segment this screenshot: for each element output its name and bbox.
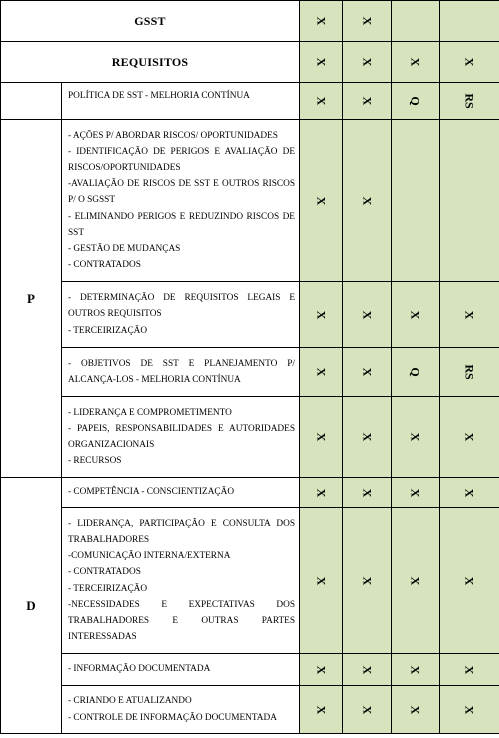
mark: X bbox=[462, 488, 477, 497]
mark: X bbox=[462, 432, 477, 442]
mark: X bbox=[313, 96, 328, 106]
mark-cell bbox=[343, 1, 392, 42]
requirement-cell bbox=[62, 686, 300, 734]
requirement-line: - CRIANDO E ATUALIZANDO bbox=[68, 696, 192, 707]
requirement-line: - RECURSOS bbox=[68, 456, 122, 467]
table-row bbox=[1, 686, 499, 734]
mark-cell bbox=[343, 83, 392, 120]
table-row bbox=[1, 508, 499, 654]
mark-cell bbox=[300, 654, 343, 686]
mark: X bbox=[408, 57, 423, 67]
mark-cell bbox=[440, 397, 499, 478]
requirement-line: - CONTRATADOS bbox=[68, 567, 141, 578]
mark: X bbox=[313, 367, 328, 377]
mark: X bbox=[462, 310, 477, 319]
mark-cell bbox=[440, 654, 499, 686]
mark-cell bbox=[300, 686, 343, 734]
mark-cell bbox=[300, 42, 343, 83]
mark-cell bbox=[440, 83, 499, 120]
table-row bbox=[1, 83, 499, 120]
mark: X bbox=[313, 705, 328, 714]
mark-cell bbox=[343, 397, 392, 478]
mark: X bbox=[408, 310, 423, 319]
mark-cell bbox=[343, 348, 392, 397]
mark: X bbox=[359, 705, 374, 714]
mark-cell bbox=[343, 508, 392, 654]
mark: X bbox=[359, 367, 374, 377]
mark: X bbox=[313, 16, 328, 26]
requirement-line: - CONTROLE DE INFORMAÇÃO DOCUMENTADA bbox=[68, 712, 277, 723]
mark: X bbox=[359, 576, 374, 585]
header-row-requisitos bbox=[1, 42, 499, 83]
mark: X bbox=[462, 576, 477, 585]
blank-cell bbox=[1, 83, 62, 120]
mark-cell bbox=[440, 686, 499, 734]
mark: X bbox=[359, 196, 374, 205]
mark: X bbox=[359, 665, 374, 674]
requirement-line: - CONTRATADOS bbox=[68, 260, 141, 271]
mark-cell bbox=[392, 1, 440, 42]
mark: X bbox=[408, 432, 423, 442]
mark: X bbox=[462, 705, 477, 714]
requirement-line: - COMPETÊNCIA - CONSCIENTIZAÇÃO bbox=[68, 487, 235, 498]
requirement-line: POLÍTICA DE SST - MELHORIA CONTÍNUA bbox=[68, 91, 250, 101]
table-row bbox=[1, 397, 499, 478]
requirement-cell bbox=[62, 282, 300, 348]
mark-cell bbox=[343, 42, 392, 83]
requirement-cell bbox=[62, 348, 300, 397]
mark: X bbox=[462, 57, 477, 67]
mark-cell bbox=[440, 348, 499, 397]
requirement-line: - TERCEIRIZAÇÃO bbox=[68, 325, 148, 336]
table-row bbox=[1, 120, 499, 282]
mark-cell bbox=[392, 654, 440, 686]
mark-cell bbox=[392, 42, 440, 83]
mark: X bbox=[313, 196, 328, 205]
mark: X bbox=[408, 705, 423, 714]
gsst-title: GSST bbox=[1, 1, 300, 42]
requirement-line: -AVALIAÇÃO DE RISCOS DE SST E OUTROS RISCOS P/ O SGSST bbox=[68, 179, 295, 206]
mark: X bbox=[408, 665, 423, 674]
mark: X bbox=[462, 665, 477, 674]
requirement-line: - LIDERANÇA, PARTICIPAÇÃO E CONSULTA DOS TRABALHADORES bbox=[68, 518, 295, 545]
mark: X bbox=[313, 310, 328, 319]
requirement-line: - PAPEIS, RESPONSABILIDADES E AUTORIDADES ORGANIZACIONAIS bbox=[68, 423, 295, 450]
mark: X bbox=[313, 488, 328, 497]
mark: Q bbox=[408, 367, 423, 377]
mark-cell bbox=[392, 282, 440, 348]
mark-cell bbox=[392, 478, 440, 508]
table-row bbox=[1, 654, 499, 686]
mark: X bbox=[408, 488, 423, 497]
mark: X bbox=[359, 432, 374, 442]
header-row-gsst bbox=[1, 1, 499, 42]
requirement-line: - AÇÕES P/ ABORDAR RISCOS/ OPORTUNIDADES bbox=[68, 130, 278, 141]
table-row bbox=[1, 478, 499, 508]
mark: X bbox=[359, 310, 374, 319]
mark-cell bbox=[440, 508, 499, 654]
mark-cell bbox=[343, 478, 392, 508]
mark-cell bbox=[392, 83, 440, 120]
mark-cell bbox=[392, 508, 440, 654]
mark-cell bbox=[343, 654, 392, 686]
mark-cell bbox=[300, 1, 343, 42]
table-row bbox=[1, 348, 499, 397]
mark: Q bbox=[408, 96, 423, 106]
mark-cell bbox=[300, 508, 343, 654]
requirement-line: - ELIMINANDO PERIGOS E REDUZINDO RISCOS DE SST bbox=[68, 211, 295, 238]
requirement-cell bbox=[62, 83, 300, 120]
requirement-line: -COMUNICAÇÃO INTERNA/EXTERNA bbox=[68, 551, 231, 562]
mark: X bbox=[359, 96, 374, 106]
mark-cell bbox=[300, 83, 343, 120]
mark: X bbox=[359, 488, 374, 497]
requirement-cell bbox=[62, 654, 300, 686]
mark-cell bbox=[392, 120, 440, 282]
mark-cell bbox=[343, 120, 392, 282]
requirement-line: - DETERMINAÇÃO DE REQUISITOS LEGAIS E OUTROS REQUISITOS bbox=[68, 293, 295, 320]
requirement-cell bbox=[62, 478, 300, 508]
mark-cell bbox=[300, 478, 343, 508]
requirement-line: - INFORMAÇÃO DOCUMENTADA bbox=[68, 664, 211, 675]
mark: RS bbox=[462, 93, 477, 109]
mark-cell bbox=[300, 348, 343, 397]
table-row bbox=[1, 282, 499, 348]
mark-cell bbox=[440, 282, 499, 348]
requirement-cell bbox=[62, 397, 300, 478]
phase-do-label: D bbox=[1, 478, 62, 734]
mark-cell bbox=[343, 686, 392, 734]
requirement-line: -NECESSIDADES E EXPECTATIVAS DOS TRABALHADORES E OUTRAS PARTES INTERESSADAS bbox=[68, 599, 295, 643]
mark: X bbox=[313, 57, 328, 67]
phase-plan-label: P bbox=[1, 120, 62, 478]
requisitos-title: REQUISITOS bbox=[1, 42, 300, 83]
mark: RS bbox=[462, 364, 477, 380]
mark-cell bbox=[343, 282, 392, 348]
mark-cell bbox=[440, 42, 499, 83]
mark-cell bbox=[440, 478, 499, 508]
mark-cell bbox=[440, 120, 499, 282]
mark-cell bbox=[300, 120, 343, 282]
requirement-line: - IDENTIFICAÇÃO DE PERIGOS E AVALIAÇÃO DE RISCOS/OPORTUNIDADES bbox=[68, 146, 295, 173]
mark: X bbox=[359, 57, 374, 67]
mark-cell bbox=[392, 397, 440, 478]
mark-cell bbox=[300, 397, 343, 478]
mark: X bbox=[408, 576, 423, 585]
mark-cell bbox=[300, 282, 343, 348]
requirement-line: - OBJETIVOS DE SST E PLANEJAMENTO P/ ALCANÇA-LOS - MELHORIA CONTÍNUA bbox=[68, 358, 295, 385]
mark: X bbox=[359, 16, 374, 26]
mark: X bbox=[313, 432, 328, 442]
mark-cell bbox=[392, 348, 440, 397]
mark: X bbox=[313, 665, 328, 674]
requirement-line: - GESTÃO DE MUDANÇAS bbox=[68, 244, 181, 254]
mark-cell bbox=[392, 686, 440, 734]
requirement-cell bbox=[62, 120, 300, 282]
requirement-line: - TERCEIRIZAÇÃO bbox=[68, 583, 148, 594]
mark-cell bbox=[440, 1, 499, 42]
requirement-cell bbox=[62, 508, 300, 654]
requirement-line: - LIDERANÇA E COMPROMETIMENTO bbox=[68, 407, 232, 418]
mark: X bbox=[313, 576, 328, 585]
